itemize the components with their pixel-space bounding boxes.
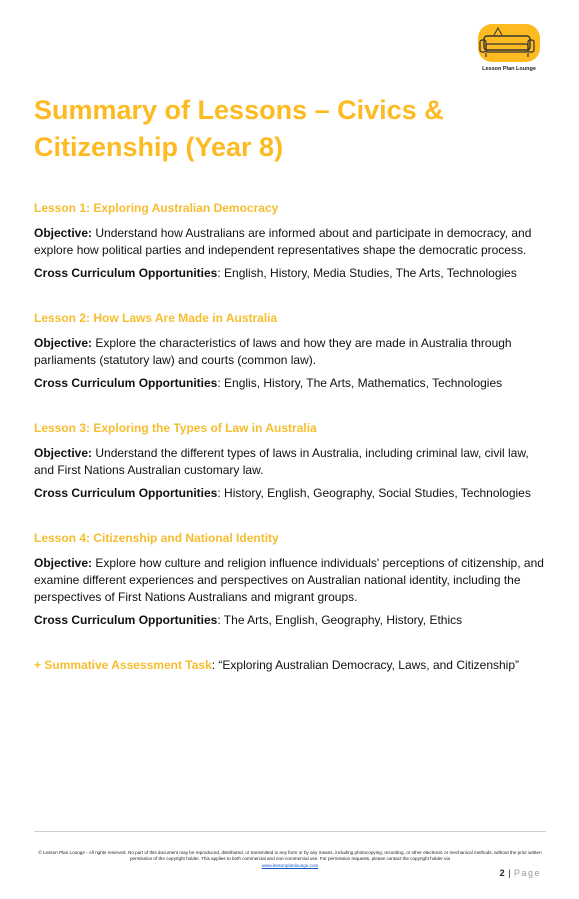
cross-curriculum-label: Cross Curriculum Opportunities — [34, 266, 218, 280]
objective-text: Explore how culture and religion influence individuals' perceptions of citizenship, and examine different experiences and perspectives on Australian national identity, including the perspectives of First Nations Australians and migrant groups. — [34, 556, 544, 604]
cross-curriculum-text: : Englis, History, The Arts, Mathematics, Technologies — [217, 376, 503, 390]
lesson-cross-curriculum — [34, 612, 546, 629]
lesson-cross-curriculum — [34, 265, 546, 282]
lesson-heading: Lesson 3: Exploring the Types of Law in Australia — [34, 421, 317, 435]
page-title: Summary of Lessons – Civics & Citizenship (Year 8) — [34, 95, 444, 162]
cross-curriculum-text: : The Arts, English, Geography, History, Ethics — [217, 613, 463, 627]
objective-text: Explore the characteristics of laws and how they are made in Australia through parliaments (statutory law) and courts (common law). — [34, 336, 512, 367]
lesson-objective — [34, 335, 546, 369]
page-number-value: 2 — [499, 868, 506, 878]
lesson-cross-curriculum — [34, 375, 546, 392]
objective-label: Objective: — [34, 226, 93, 240]
page-number — [470, 868, 541, 878]
sofa-logo-icon — [474, 22, 544, 66]
cross-curriculum-text: : English, History, Media Studies, The Arts, Technologies — [217, 266, 517, 280]
objective-text: Understand the different types of laws in Australia, including criminal law, civil law, and First Nations Australian customary law. — [34, 446, 529, 477]
objective-text: Understand how Australians are informed about and participate in democracy, and explore how political parties and independent representatives shape the democratic process. — [34, 226, 532, 257]
footer-divider — [34, 831, 546, 832]
cross-curriculum-label: Cross Curriculum Opportunities — [34, 613, 218, 627]
brand-logo — [474, 22, 544, 78]
cross-curriculum-text: : History, English, Geography, Social Studies, Technologies — [217, 486, 531, 500]
cross-curriculum-label: Cross Curriculum Opportunities — [34, 376, 218, 390]
lesson-3 — [34, 420, 546, 502]
lesson-2 — [34, 310, 546, 392]
page-label: Page — [513, 868, 541, 878]
lesson-4 — [34, 530, 546, 629]
cross-curriculum-label: Cross Curriculum Opportunities — [34, 486, 218, 500]
lesson-1 — [34, 200, 546, 282]
copyright-notice — [34, 850, 546, 869]
lesson-list — [34, 200, 546, 674]
lesson-cross-curriculum — [34, 485, 546, 502]
website-link[interactable]: www.lessonplanlounge.com — [261, 862, 319, 868]
lesson-heading: Lesson 1: Exploring Australian Democracy — [34, 201, 279, 215]
lesson-objective — [34, 555, 546, 606]
objective-label: Objective: — [34, 556, 93, 570]
objective-label: Objective: — [34, 336, 93, 350]
lesson-heading: Lesson 4: Citizenship and National Identity — [34, 531, 279, 545]
summative-label: + Summative Assessment Task — [34, 658, 212, 672]
summative-assessment — [34, 657, 546, 674]
logo-text: Lesson Plan Lounge — [482, 66, 536, 72]
lesson-heading: Lesson 2: How Laws Are Made in Australia — [34, 311, 278, 325]
page-separator: | — [508, 868, 511, 878]
lesson-objective — [34, 225, 546, 259]
lesson-objective — [34, 445, 546, 479]
summative-text: : “Exploring Australian Democracy, Laws, and Citizenship” — [211, 658, 520, 672]
copyright-text: © Lesson Plan Lounge - All rights reserved. No part of this document may be reproduced, distributed, or transmitted in any form or by any means, including photocopying, recording, or other electronic or mechanical methods, without the prior written permission of the copyright holder. This applies to both commercial and non-commercial use. For permission requests, please contact the copyright holder via — [38, 850, 542, 862]
objective-label: Objective: — [34, 446, 93, 460]
